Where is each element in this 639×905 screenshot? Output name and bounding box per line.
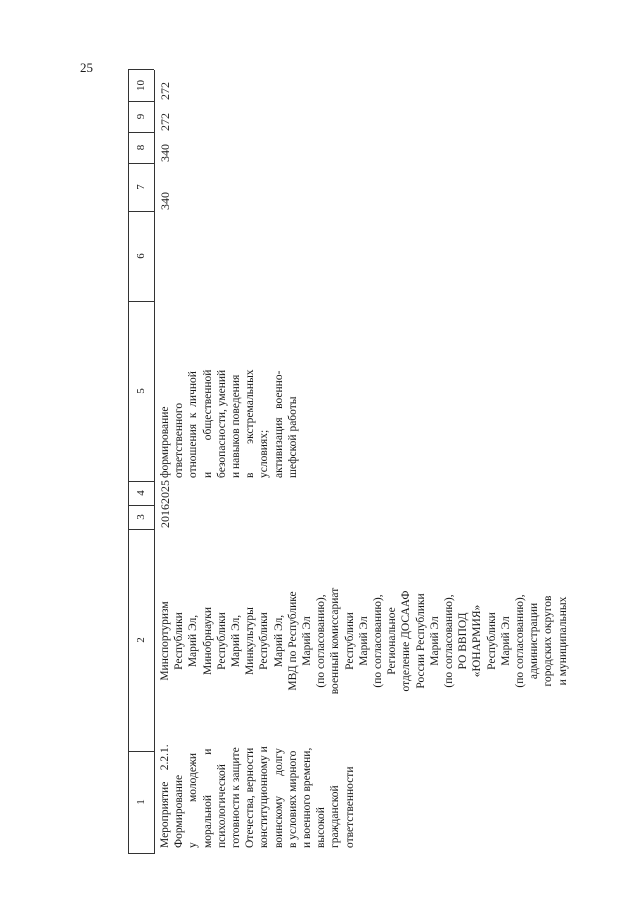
header-col-4: 4 [128,481,154,506]
header-bottom-border [154,70,155,854]
header-col-10: 10 [128,69,154,102]
header-col-8: 8 [128,132,154,164]
page-number: 25 [80,60,93,75]
data-table [128,70,628,854]
header-col-9: 9 [128,101,154,133]
cell-expected-result: формирование ответственного отношения к личной и общественной безопасности, умений и навыков поведения в экстремальных условиях; активизация военно- шефской работы [159,369,299,478]
header-col-3: 3 [128,505,154,530]
header-col-6: 6 [128,211,154,302]
cell-activity-name: Мероприятие 2.2.1. Формирование у молодежи моральной и психологической готовности к защите Отечества, верности конституционному и воинскому долгу в условиях мирного и военного времени, высокой гражданской ответственности [159,744,356,848]
cell-col7: 340 [158,192,172,210]
cell-col9: 272 [158,113,172,131]
rotated-table-wrapper [128,70,569,854]
cell-col8: 340 [158,144,172,162]
header-col-5: 5 [128,301,154,482]
cell-responsible: Минспортуризм Республики Марий Эл, Минобрнауки Республики Марий Эл, Минкультуры Республики Марий Эл, МВД по Республике Марий Эл (по согласованию), военный комиссариат Республики Марий Эл (по согласованию), Региональное отделение ДОСААФ России Республики Марий Эл (по согласованию), РО ВВПОД «ЮНАРМИЯ» Республики Марий Эл (по согласованию), администрации городских округов и муниципальных [159,587,569,695]
cell-col10: 272 [158,82,172,100]
header-col-2: 2 [128,529,154,752]
cell-start-year: 2016 [158,504,172,528]
header-col-7: 7 [128,163,154,212]
cell-end-year: 2025 [158,480,172,504]
header-col-1: 1 [128,751,154,854]
